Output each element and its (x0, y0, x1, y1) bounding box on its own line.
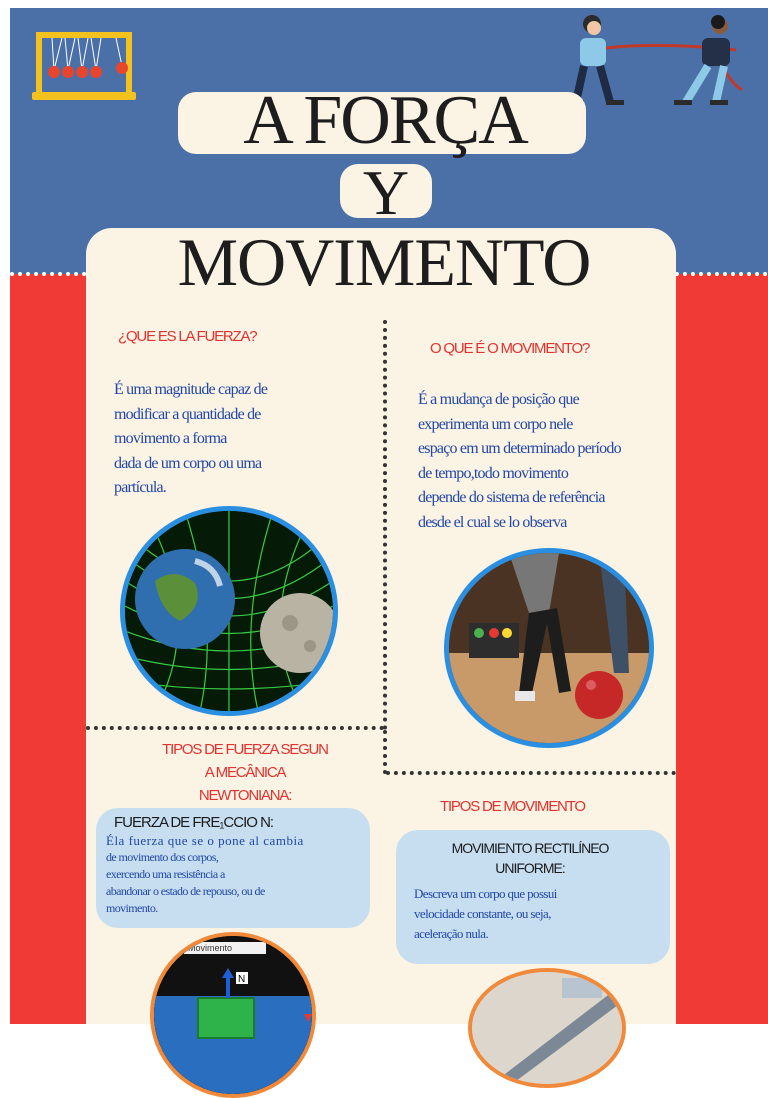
sim-label: Movimento (188, 943, 233, 953)
tipos-fuerza-heading-line: A MECÂNICA (204, 764, 286, 781)
right-body-line: É a mudança de posição que (418, 391, 579, 408)
right-body-line: depende do sistema de referência (418, 489, 605, 506)
title-line-2: Y (362, 157, 408, 228)
earth-moon-gravity-photo (120, 506, 338, 716)
mov-title-line: MOVIMIENTO RECTILÍNEO (451, 840, 609, 856)
vertical-divider-bottom (383, 730, 387, 774)
sim-force-label: N (238, 974, 246, 985)
right-body-line: espaço em um determinado período (418, 440, 621, 457)
right-body (418, 388, 662, 535)
mov-title-line: UNIFORME: (495, 860, 565, 876)
movimiento-rectilineo-title (410, 838, 650, 878)
movimiento-rectilineo-body (414, 884, 654, 944)
horizontal-divider-left (86, 726, 384, 730)
newtons-cradle-icon (32, 30, 136, 102)
right-heading: O QUE É O MOVIMENTO? (430, 340, 590, 357)
fuerza-body-line: Éla fuerza que se o pone al cambia (106, 833, 304, 848)
mov-body-line: velocidade constante, ou seja, (414, 906, 551, 921)
fuerza-friccion-body (106, 832, 360, 917)
title-line-1: A FORÇA (243, 82, 527, 159)
tipos-fuerza-heading-line: TIPOS DE FUERZA SEGUN (162, 741, 328, 758)
fuerza-body-line: abandonar o estado de repouso, ou de (106, 884, 265, 898)
left-body (114, 378, 374, 501)
tipos-movimiento-heading: TIPOS DE MOVIMENTO (440, 798, 585, 815)
left-body-line: partícula. (114, 479, 166, 496)
right-body-line: de tempo,todo movimento (418, 464, 569, 482)
ramp-photo (468, 968, 626, 1088)
vertical-divider-top (383, 320, 387, 730)
mov-body-line: Descreva um corpo que possui (414, 886, 557, 901)
fuerza-body-line: movimento. (106, 901, 158, 915)
fuerza-friccion-title: FUERZA DE FRE₁CCIO N: (114, 814, 274, 831)
left-body-line: movimento a forma (114, 430, 227, 447)
fuerza-body-line: de movimento dos corpos, (106, 850, 219, 864)
force-simulation-photo (150, 932, 316, 1098)
left-heading: ¿QUE ES LA FUERZA? (118, 328, 257, 345)
horizontal-divider-right (386, 771, 676, 775)
tipos-fuerza-heading-line: NEWTONIANA: (198, 787, 292, 804)
bowling-photo (444, 548, 654, 748)
title-line-3: MOVIMENTO (177, 224, 591, 300)
fuerza-body-line: exercendo uma resistência a (106, 867, 225, 881)
tipos-fuerza-heading (110, 738, 380, 807)
right-body-line: experimenta um corpo nele (418, 415, 573, 433)
left-body-line: modificar a quantidade de (114, 405, 261, 423)
left-body-line: É uma magnitude capaz de (114, 381, 268, 398)
right-body-line: desde el cual se lo observa (418, 513, 567, 531)
mov-body-line: aceleração nula. (414, 926, 489, 941)
left-body-line: dada de um corpo ou uma (114, 454, 262, 472)
